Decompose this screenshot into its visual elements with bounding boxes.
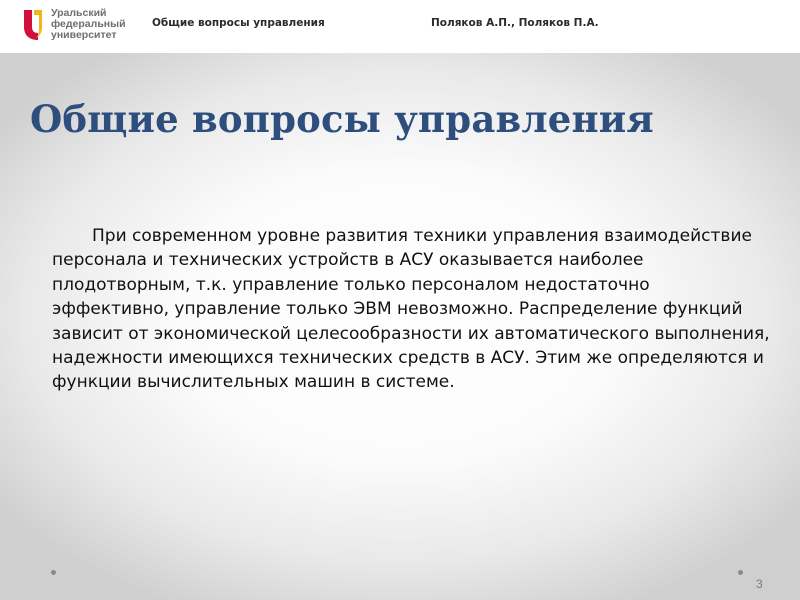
header-bar — [0, 0, 800, 53]
urfu-logo-icon — [22, 7, 48, 45]
page-number: 3 — [756, 577, 763, 591]
university-name — [51, 8, 126, 41]
left-nav-dot-icon — [51, 570, 56, 575]
slide-title: Общие вопросы управления — [30, 97, 654, 141]
header-authors: Поляков А.П., Поляков П.А. — [431, 17, 599, 29]
university-name-line3: университет — [51, 29, 117, 41]
header-course-title: Общие вопросы управления — [152, 17, 325, 29]
university-name-line2: федеральный — [51, 18, 126, 30]
university-name-line1: Уральский — [51, 7, 107, 19]
university-logo — [22, 7, 137, 45]
right-nav-dot-icon — [738, 570, 743, 575]
slide-body-text: При современном уровне развития техники управления взаимодействие персонала и технических устройств в АСУ оказывается наиболее плодотворным, т.к. управление только персоналом недостаточно эффективно, управление только ЭВМ невозможно. Распределение функций зависит от экономической целесообразности их автоматического выполнения, надежности имеющихся технических средств в АСУ. Этим же определяются и функции вычислительных машин в системе. — [52, 226, 770, 393]
